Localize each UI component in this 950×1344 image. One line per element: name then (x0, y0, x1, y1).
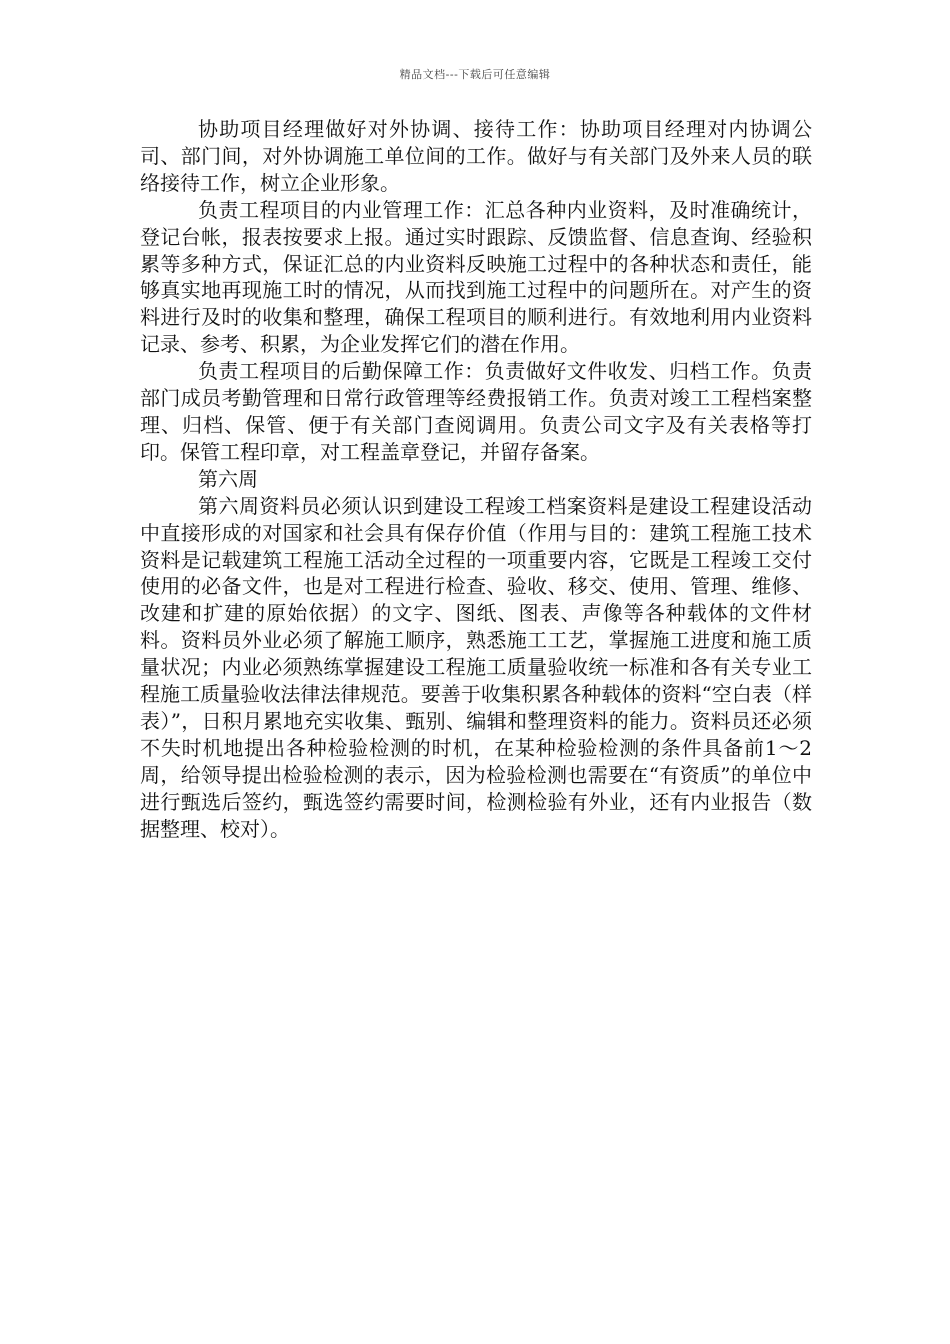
page-header: 精品文档---下载后可任意编辑 (399, 68, 551, 81)
document-body (140, 116, 812, 842)
paragraph-coordination: 协助项目经理做好对外协调、接待工作：协助项目经理对内协调公司、部门间，对外协调施工单位间的工作。做好与有关部门及外来人员的联络接待工作，树立企业形象。 (140, 117, 812, 195)
paragraph-logistics: 负责工程项目的后勤保障工作：负责做好文件收发、归档工作。负责部门成员考勤管理和日常行政管理等经费报销工作。负责对竣工工程档案整理、归档、保管、便于有关部门查阅调用。负责公司文字及有关表格等打印。保管工程印章，对工程盖章登记，并留存备案。 (140, 359, 812, 464)
paragraph-week-six: 第六周资料员必须认识到建设工程竣工档案资料是建设工程建设活动中直接形成的对国家和社会具有保存价值（作用与目的：建筑工程施工技术资料是记载建筑工程施工活动全过程的一项重要内容，它既是工程竣工交付使用的必备文件，也是对工程进行检查、验收、移交、使用、管理、维修、改建和扩建的原始依据）的文字、图纸、图表、声像等各种载体的文件材料。资料员外业必须了解施工顺序，熟悉施工工艺，掌握施工进度和施工质量状况；内业必须熟练掌握建设工程施工质量验收统一标准和各有关专业工程施工质量验收法律法律规范。要善于收集积累各种载体的资料“空白表（样表）”，日积月累地充实收集、甄别、编辑和整理资料的能力。资料员还必须不失时机地提出各种检验检测的时机，在某种检验检测的条件具备前1～2周，给领导提出检验检测的表示，因为检验检测也需要在“有资质”的单位中进行甄选后签约，甄选签约需要时间，检测检验有外业，还有内业报告（数据整理、校对）。 (140, 493, 812, 841)
paragraph-internal-management: 负责工程项目的内业管理工作：汇总各种内业资料，及时准确统计，登记台帐，报表按要求上报。通过实时跟踪、反馈监督、信息查询、经验积累等多种方式，保证汇总的内业资料反映施工过程中的各种状态和责任，能够真实地再现施工时的情况，从而找到施工过程中的问题所在。对产生的资料进行及时的收集和整理，确保工程项目的顺利进行。有效地利用内业资料记录、参考、积累，为企业发挥它们的潜在作用。 (140, 197, 812, 357)
section-heading-week-six: 第六周 (198, 466, 258, 491)
